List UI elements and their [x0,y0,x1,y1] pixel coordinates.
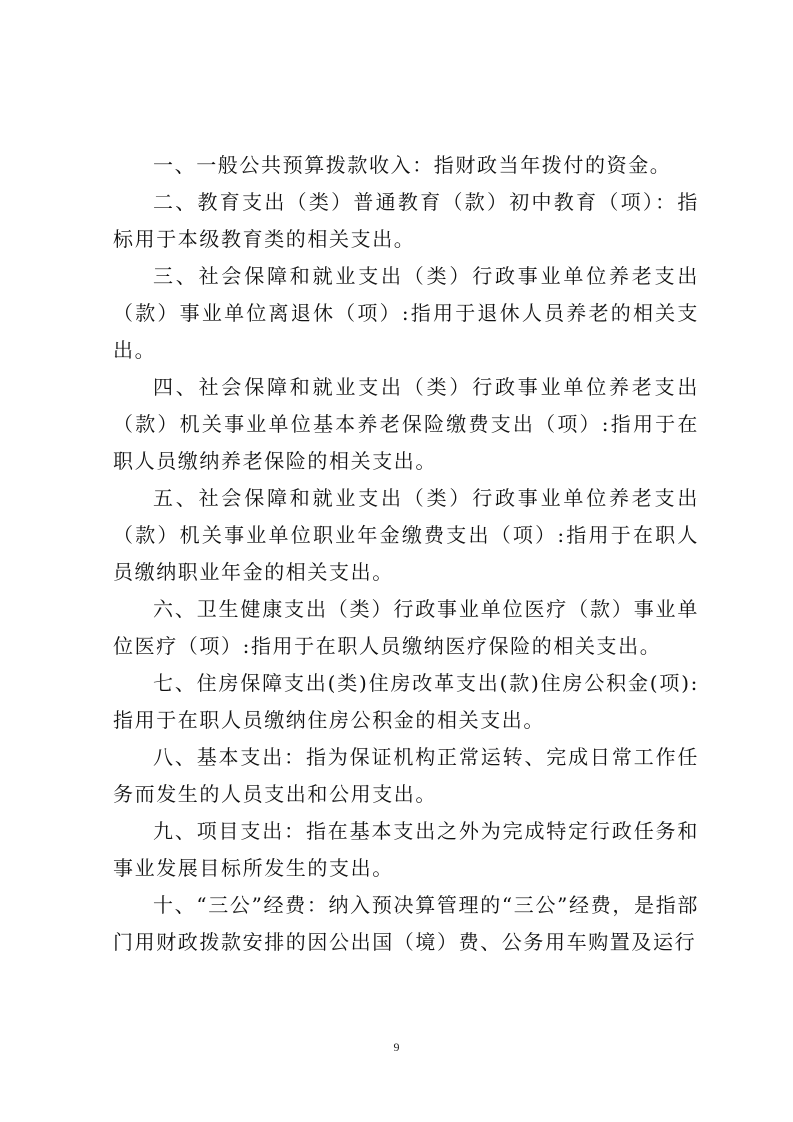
paragraph-6: 六、卫生健康支出（类）行政事业单位医疗（款）事业单位医疗（项）:指用于在职人员缴纳医疗保险的相关支出。 [113,597,699,658]
paragraph-1: 一、一般公共预算拨款收入：指财政当年拨付的资金。 [153,153,672,177]
paragraph-4: 四、社会保障和就业支出（类）行政事业单位养老支出（款）机关事业单位基本养老保险缴费支出（项）:指用于在职人员缴纳养老保险的相关支出。 [113,375,699,473]
paragraph-2: 二、教育支出（类）普通教育（款）初中教育（项）：指标用于本级教育类的相关支出。 [113,190,699,251]
paragraph-9: 九、项目支出：指在基本支出之外为完成特定行政任务和事业发展目标所发生的支出。 [113,819,699,880]
paragraph-3: 三、社会保障和就业支出（类）行政事业单位养老支出（款）事业单位离退休（项）:指用于退休人员养老的相关支出。 [113,264,699,362]
paragraph-7: 七、住房保障支出(类)住房改革支出(款)住房公积金(项):指用于在职人员缴纳住房公积金的相关支出。 [113,671,699,732]
paragraph-8: 八、基本支出：指为保证机构正常运转、完成日常工作任务而发生的人员支出和公用支出。 [113,745,699,806]
paragraph-10: 十、“三公”经费：纳入预决算管理的“三公”经费，是指部门用财政拨款安排的因公出国（境）费、公务用车购置及运行 [113,893,699,954]
document-body [113,147,699,961]
paragraph-5: 五、社会保障和就业支出（类）行政事业单位养老支出（款）机关事业单位职业年金缴费支出（项）:指用于在职人员缴纳职业年金的相关支出。 [113,486,699,584]
page-number: 9 [393,1040,400,1054]
